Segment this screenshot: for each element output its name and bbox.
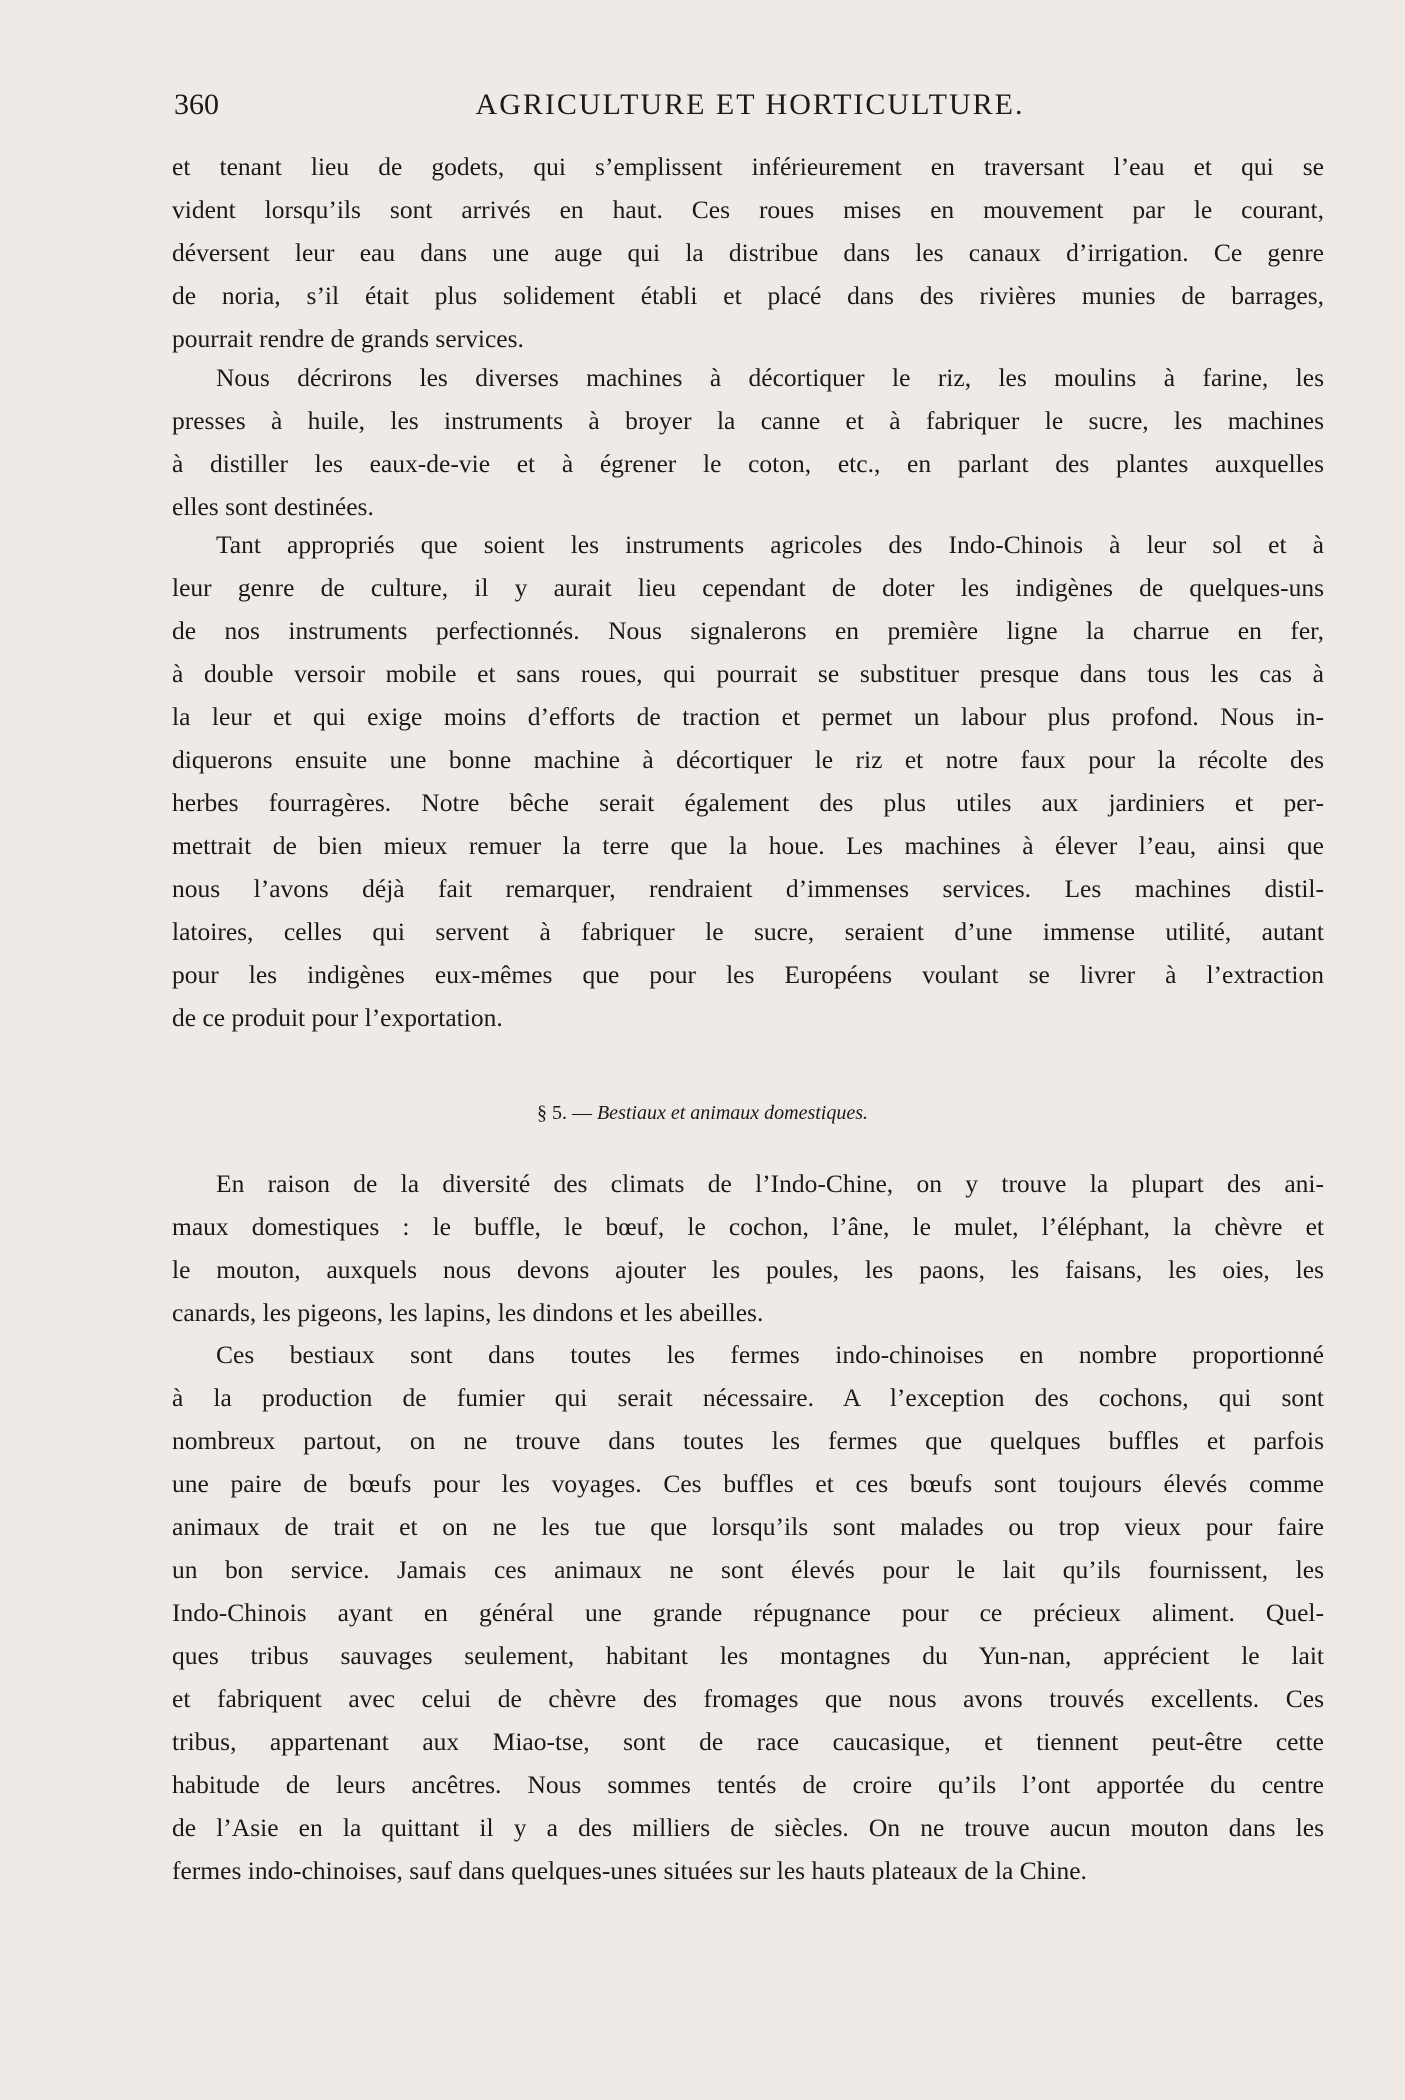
text-line: latoires, celles qui servent à fabriquer le sucre, seraient d’une immense utilité, autant <box>172 917 1324 946</box>
text-line: la leur et qui exige moins d’efforts de traction et permet un labour plus profond. Nous in- <box>172 702 1324 731</box>
text-line: et tenant lieu de godets, qui s’emplissent inférieurement en traversant l’eau et qui se <box>172 152 1324 181</box>
text-line: le mouton, auxquels nous devons ajouter les poules, les paons, les faisans, les oies, les <box>172 1255 1324 1284</box>
text-line: pour les indigènes eux-mêmes que pour les Européens voulant se livrer à l’extraction <box>172 960 1324 989</box>
text-line: En raison de la diversité des climats de l’Indo-Chine, on y trouve la plupart des ani- <box>216 1169 1324 1198</box>
text-line: un bon service. Jamais ces animaux ne sont élevés pour le lait qu’ils fournissent, les <box>172 1555 1324 1584</box>
text-line: pourrait rendre de grands services. <box>172 324 524 353</box>
text-line: habitude de leurs ancêtres. Nous sommes tentés de croire qu’ils l’ont apportée du centre <box>172 1770 1324 1799</box>
running-title: AGRICULTURE ET HORTICULTURE. <box>475 88 1025 121</box>
paragraph <box>172 1162 1324 1334</box>
text-line: Ces bestiaux sont dans toutes les fermes indo-chinoises en nombre proportionné <box>216 1340 1324 1369</box>
paragraph <box>172 145 1324 360</box>
text-line: à distiller les eaux-de-vie et à égrener le coton, etc., en parlant des plantes auxquelles <box>172 449 1324 478</box>
paragraph <box>172 523 1324 1039</box>
paragraph <box>172 356 1324 528</box>
section-number: § 5. — <box>536 1102 592 1124</box>
section-heading <box>0 1095 1405 1131</box>
paragraph <box>172 1333 1324 1892</box>
text-line: une paire de bœufs pour les voyages. Ces buffles et ces bœufs sont toujours élevés comme <box>172 1469 1324 1498</box>
text-line: de noria, s’il était plus solidement établi et placé dans des rivières munies de barrages, <box>172 281 1324 310</box>
text-line: à la production de fumier qui serait nécessaire. A l’exception des cochons, qui sont <box>172 1383 1324 1412</box>
text-line: tribus, appartenant aux Miao-tse, sont de race caucasique, et tiennent peut-être cette <box>172 1727 1324 1756</box>
text-line: de ce produit pour l’exportation. <box>172 1003 503 1032</box>
text-line: animaux de trait et on ne les tue que lorsqu’ils sont malades ou trop vieux pour faire <box>172 1512 1324 1541</box>
text-line: Tant appropriés que soient les instruments agricoles des Indo-Chinois à leur sol et à <box>216 530 1324 559</box>
text-line: nombreux partout, on ne trouve dans toutes les fermes que quelques buffles et parfois <box>172 1426 1324 1455</box>
text-line: nous l’avons déjà fait remarquer, rendraient d’immenses services. Les machines distil- <box>172 874 1324 903</box>
text-line: à double versoir mobile et sans roues, qui pourrait se substituer presque dans tous les cas à <box>172 659 1324 688</box>
text-line: presses à huile, les instruments à broyer la canne et à fabriquer le sucre, les machines <box>172 406 1324 435</box>
text-line: mettrait de bien mieux remuer la terre que la houe. Les machines à élever l’eau, ainsi que <box>172 831 1324 860</box>
text-line: elles sont destinées. <box>172 492 374 521</box>
text-line: diquerons ensuite une bonne machine à décortiquer le riz et notre faux pour la récolte des <box>172 745 1324 774</box>
text-line: leur genre de culture, il y aurait lieu cependant de doter les indigènes de quelques-uns <box>172 573 1324 602</box>
page-number: 360 <box>174 88 219 121</box>
text-line: déversent leur eau dans une auge qui la distribue dans les canaux d’irrigation. Ce genre <box>172 238 1324 267</box>
text-line: herbes fourragères. Notre bêche serait également des plus utiles aux jardiniers et per- <box>172 788 1324 817</box>
text-line: maux domestiques : le buffle, le bœuf, le cochon, l’âne, le mulet, l’éléphant, la chèvre et <box>172 1212 1324 1241</box>
text-line: et fabriquent avec celui de chèvre des fromages que nous avons trouvés excellents. Ces <box>172 1684 1324 1713</box>
text-line: canards, les pigeons, les lapins, les dindons et les abeilles. <box>172 1298 764 1327</box>
text-line: vident lorsqu’ils sont arrivés en haut. Ces roues mises en mouvement par le courant, <box>172 195 1324 224</box>
text-line: de nos instruments perfectionnés. Nous signalerons en première ligne la charrue en fer, <box>172 616 1324 645</box>
text-line: ques tribus sauvages seulement, habitant les montagnes du Yun-nan, apprécient le lait <box>172 1641 1324 1670</box>
text-line: fermes indo-chinoises, sauf dans quelques-unes situées sur les hauts plateaux de la Chine. <box>172 1856 1087 1885</box>
text-line: Nous décrirons les diverses machines à décortiquer le riz, les moulins à farine, les <box>216 363 1324 392</box>
text-line: de l’Asie en la quittant il y a des milliers de siècles. On ne trouve aucun mouton dans les <box>172 1813 1324 1842</box>
text-line: Indo-Chinois ayant en général une grande répugnance pour ce précieux aliment. Quel- <box>172 1598 1324 1627</box>
section-title: Bestiaux et animaux domestiques. <box>596 1102 869 1124</box>
